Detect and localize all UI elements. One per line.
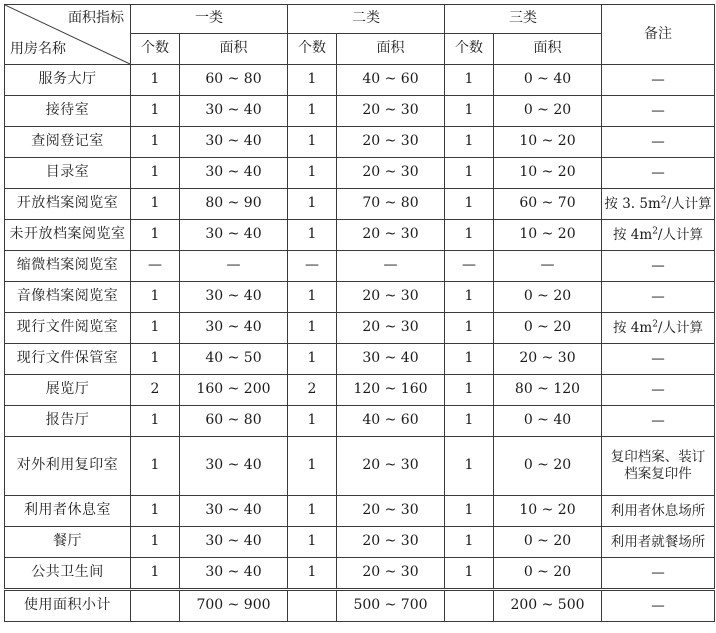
room-name-cell: 音像档案阅览室 [5,282,131,313]
table-row [5,313,715,344]
corner-label-room-name: 用房名称 [10,40,66,57]
class3-count-cell: 1 [445,496,494,527]
count-header: 个数 [131,34,180,65]
remark-text: 按 3. 5m [604,195,661,212]
remark-superscript: 2 [652,319,658,330]
class1-count-cell: 1 [131,406,180,437]
class2-area-cell: 20 ~ 30 [337,437,445,496]
corner-header-cell [5,5,131,65]
class2-count-cell: 1 [288,406,337,437]
class3-count-cell: 1 [445,527,494,558]
class3-count-cell: 1 [445,65,494,96]
room-name-cell: 餐厅 [5,527,131,558]
class1-area-cell: 80 ~ 90 [180,189,288,220]
class2-count-cell: 1 [288,65,337,96]
class2-area-cell: 20 ~ 30 [337,220,445,251]
class1-area-cell: 160 ~ 200 [180,375,288,406]
room-name-cell: 接待室 [5,96,131,127]
class2-count-cell: 1 [288,496,337,527]
class3-area-cell: 0 ~ 40 [494,406,602,437]
count-header: 个数 [445,34,494,65]
class1-area-cell: 30 ~ 40 [180,96,288,127]
class1-area-cell: 30 ~ 40 [180,558,288,590]
remark-superscript: 2 [660,195,667,206]
remark-text: /人计算 [666,195,712,212]
class2-area-cell: 40 ~ 60 [337,406,445,437]
class2-area-cell: 20 ~ 30 [337,96,445,127]
class1-area-cell: 30 ~ 40 [180,496,288,527]
remark-cell: — [602,282,715,313]
room-name-cell: 对外利用复印室 [5,437,131,496]
class1-count-cell: 1 [131,189,180,220]
class3-count-cell [445,590,494,622]
class2-area-cell: 40 ~ 60 [337,65,445,96]
remark-cell: 利用者就餐场所 [602,527,715,558]
class1-area-cell: 30 ~ 40 [180,527,288,558]
class2-area-cell: 20 ~ 30 [337,313,445,344]
remark-header: 备注 [602,5,715,65]
table-row [5,189,715,220]
class3-count-cell: 1 [445,189,494,220]
class1-area-cell: 30 ~ 40 [180,313,288,344]
room-name-cell: 公共卫生间 [5,558,131,590]
class3-area-cell: 80 ~ 120 [494,375,602,406]
remark-cell: — [602,375,715,406]
class1-area-cell: 40 ~ 50 [180,344,288,375]
room-name-cell: 报告厅 [5,406,131,437]
table-row [5,158,715,189]
class3-area-cell: 0 ~ 20 [494,437,602,496]
area-header: 面积 [494,34,602,65]
corner-label-area-index: 面积指标 [68,10,124,26]
class3-count-cell: 1 [445,282,494,313]
class3-count-cell: — [445,251,494,282]
class1-area-subtotal-cell: 700 ~ 900 [180,590,288,622]
remark-cell: — [602,158,715,189]
class1-area-cell: 60 ~ 80 [180,406,288,437]
class1-count-cell: 1 [131,127,180,158]
class2-count-cell: 1 [288,189,337,220]
class3-area-subtotal-cell: 200 ~ 500 [494,590,602,622]
class2-area-cell: 70 ~ 80 [337,189,445,220]
class3-count-cell: 1 [445,127,494,158]
remark-line-1: 复印档案、装订 [610,449,706,466]
class2-area-cell: 20 ~ 30 [337,158,445,189]
class3-area-cell: 10 ~ 20 [494,220,602,251]
remark-cell [602,220,715,251]
class2-count-cell: 2 [288,375,337,406]
room-name-cell: 查阅登记室 [5,127,131,158]
remark-cell: — [602,96,715,127]
group-header-class-1: 一类 [131,5,288,34]
class1-count-cell: 2 [131,375,180,406]
class3-area-cell: 10 ~ 20 [494,127,602,158]
class1-count-cell: 1 [131,313,180,344]
subtotal-row [5,590,715,622]
table-row [5,406,715,437]
class3-count-cell: 1 [445,344,494,375]
subtotal-label-cell: 使用面积小计 [5,590,131,622]
remark-cell [602,437,715,496]
room-name-cell: 现行文件阅览室 [5,313,131,344]
group-header-class-3: 三类 [445,5,602,34]
room-name-cell: 服务大厅 [5,65,131,96]
class2-count-cell: 1 [288,158,337,189]
remark-text: 按 4m [613,319,653,336]
table-row [5,527,715,558]
class2-area-subtotal-cell: 500 ~ 700 [337,590,445,622]
area-header: 面积 [180,34,288,65]
table-row [5,558,715,590]
area-header: 面积 [337,34,445,65]
class2-area-cell: 30 ~ 40 [337,344,445,375]
class2-count-cell: 1 [288,344,337,375]
class2-count-cell: 1 [288,220,337,251]
remark-cell [602,189,715,220]
class3-count-cell: 1 [445,406,494,437]
table-row [5,496,715,527]
class1-count-cell [131,590,180,622]
class3-area-cell: 0 ~ 20 [494,313,602,344]
remark-superscript: 2 [652,226,658,237]
class1-area-cell: 30 ~ 40 [180,437,288,496]
group-header-class-2: 二类 [288,5,445,34]
class1-area-cell: 30 ~ 40 [180,220,288,251]
remark-cell: — [602,251,715,282]
class3-count-cell: 1 [445,558,494,590]
remark-cell [602,313,715,344]
room-name-cell: 目录室 [5,158,131,189]
room-name-cell: 利用者休息室 [5,496,131,527]
room-name-cell: 现行文件保管室 [5,344,131,375]
class2-count-cell: 1 [288,96,337,127]
class1-count-cell: 1 [131,158,180,189]
class3-area-cell: 0 ~ 20 [494,96,602,127]
class1-area-cell: 60 ~ 80 [180,65,288,96]
class2-count-cell: 1 [288,127,337,158]
class1-count-cell: 1 [131,220,180,251]
class2-count-cell: 1 [288,558,337,590]
table-row [5,344,715,375]
class1-count-cell: 1 [131,65,180,96]
class1-count-cell: 1 [131,527,180,558]
room-name-cell: 展览厅 [5,375,131,406]
class2-count-cell: 1 [288,282,337,313]
class1-count-cell: 1 [131,437,180,496]
remark-text: 按 4m [613,226,653,243]
class3-area-cell: 0 ~ 40 [494,65,602,96]
class1-count-cell: 1 [131,96,180,127]
class1-area-cell: 30 ~ 40 [180,158,288,189]
remark-text: /人计算 [657,226,703,243]
class2-area-cell: — [337,251,445,282]
class3-count-cell: 1 [445,437,494,496]
class2-count-cell [288,590,337,622]
remark-cell: — [602,558,715,590]
table-row [5,375,715,406]
class1-area-cell: 30 ~ 40 [180,127,288,158]
class2-area-cell: 120 ~ 160 [337,375,445,406]
table-row [5,282,715,313]
class2-count-cell: 1 [288,437,337,496]
class3-area-cell: 10 ~ 20 [494,496,602,527]
table-row [5,220,715,251]
remark-cell: — [602,590,715,622]
class2-area-cell: 20 ~ 30 [337,527,445,558]
class2-count-cell: — [288,251,337,282]
table-row [5,251,715,282]
table-row [5,437,715,496]
remark-line-2: 档案复印件 [624,466,692,482]
table-row [5,96,715,127]
room-name-cell: 缩微档案阅览室 [5,251,131,282]
class1-count-cell: 1 [131,282,180,313]
header-row-groups [5,5,715,34]
class1-count-cell: 1 [131,344,180,375]
class3-area-cell: 0 ~ 20 [494,558,602,590]
class1-count-cell: — [131,251,180,282]
count-header: 个数 [288,34,337,65]
room-name-cell: 开放档案阅览室 [5,189,131,220]
class3-area-cell: 0 ~ 20 [494,282,602,313]
class1-count-cell: 1 [131,558,180,590]
class2-area-cell: 20 ~ 30 [337,127,445,158]
class1-count-cell: 1 [131,496,180,527]
class2-count-cell: 1 [288,313,337,344]
remark-cell: — [602,344,715,375]
remark-cell: 利用者休息场所 [602,496,715,527]
class3-area-cell: 0 ~ 20 [494,527,602,558]
class3-count-cell: 1 [445,158,494,189]
class3-area-cell: 10 ~ 20 [494,158,602,189]
remark-cell: — [602,65,715,96]
remark-cell: — [602,406,715,437]
class2-area-cell: 20 ~ 30 [337,282,445,313]
table-row [5,127,715,158]
room-area-table [4,4,715,622]
table-row [5,65,715,96]
class1-area-cell: 30 ~ 40 [180,282,288,313]
class3-area-cell: 60 ~ 70 [494,189,602,220]
room-name-cell: 未开放档案阅览室 [5,220,131,251]
class2-area-cell: 20 ~ 30 [337,496,445,527]
class2-area-cell: 20 ~ 30 [337,558,445,590]
class3-area-cell: — [494,251,602,282]
class3-count-cell: 1 [445,375,494,406]
class1-area-cell: — [180,251,288,282]
class3-area-cell: 20 ~ 30 [494,344,602,375]
class3-count-cell: 1 [445,313,494,344]
class2-count-cell: 1 [288,527,337,558]
class3-count-cell: 1 [445,96,494,127]
class3-count-cell: 1 [445,220,494,251]
remark-text: /人计算 [657,319,703,336]
remark-cell: — [602,127,715,158]
